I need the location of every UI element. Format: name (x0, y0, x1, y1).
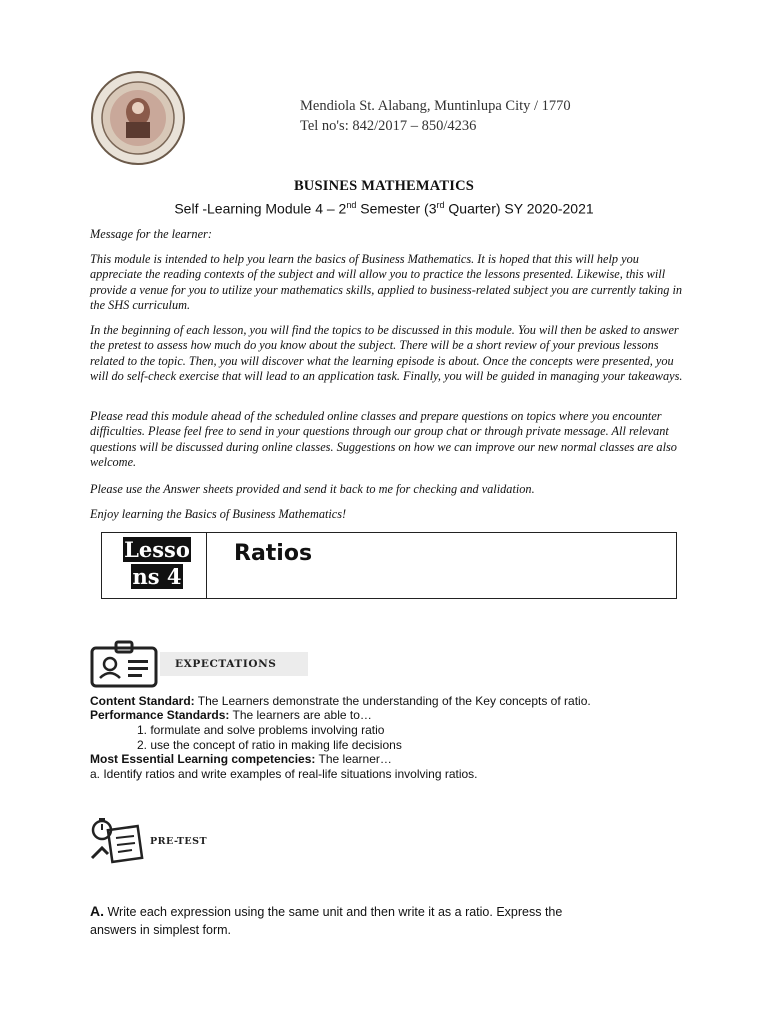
performance-standards: Performance Standards: The learners are able to… (90, 708, 372, 722)
school-seal-logo (90, 70, 186, 166)
module-subtitle: Self -Learning Module 4 – 2nd Semester (3rd Quarter) SY 2020-2021 (174, 200, 594, 217)
message-paragraph-4: Please use the Answer sheets provided and send it back to me for checking and validation. (90, 482, 535, 496)
message-heading: Message for the learner: (90, 227, 212, 241)
lesson-number-label: Lesso ns 4 (124, 537, 190, 589)
document-title: BUSINES MATHEMATICS (293, 178, 475, 194)
list-item: 1. formulate and solve problems involving ratio (137, 723, 385, 737)
lesson-box-divider (206, 532, 207, 599)
melc-heading: Most Essential Learning competencies: The learner… (90, 752, 392, 766)
stopwatch-clipboard-icon (90, 818, 148, 864)
content-standard: Content Standard: The Learners demonstrate the understanding of the Key concepts of ratio. (90, 694, 591, 708)
lesson-title: Ratios (234, 541, 313, 566)
id-card-icon (90, 640, 160, 690)
list-item: 2. use the concept of ratio in making life decisions (137, 738, 402, 752)
message-paragraph-2: In the beginning of each lesson, you will find the topics to be discussed in this module. You will then be asked to answer the pretest to assess how much do you know about the subject. There will be a short review of your previous lessons related to the topic. Then, you will discover what the learning episode is about. Once the concepts were presented, you will do self-check exercise that will lead to an application task. Finally, you will be guided in managing your takeaways. (90, 323, 683, 383)
message-paragraph-1: This module is intended to help you learn the basics of Business Mathematics. It is hoped that this will help you appreciate the reading contexts of the subject and will allow you to practice the lessons presented. Likewise, this will provide a venue for you to utilize your mathematics skills, applied to business-related subject you are currently taking in the SHS curriculum. (90, 252, 683, 312)
message-paragraph-3: Please read this module ahead of the scheduled online classes and prepare questions on topics where you encounter difficulties. Please feel free to send in your questions through our group chat or through private message. All relevant questions will be discussed during online classes. Suggestions on how we can improve our new normal classes are also welcome. (90, 409, 677, 469)
phone-line: Tel no's: 842/2017 – 850/4236 (300, 118, 477, 134)
question-a: A. Write each expression using the same unit and then write it as a ratio. Express the answers in simplest form. (90, 903, 563, 937)
melc-item: a. Identify ratios and write examples of real-life situations involving ratios. (90, 767, 478, 781)
pretest-label: PRE-TEST (150, 836, 208, 847)
expectations-label: EXPECTATIONS (175, 658, 277, 670)
address-line: Mendiola St. Alabang, Muntinlupa City / 1770 (300, 98, 571, 114)
message-paragraph-5: Enjoy learning the Basics of Business Mathematics! (90, 507, 347, 521)
